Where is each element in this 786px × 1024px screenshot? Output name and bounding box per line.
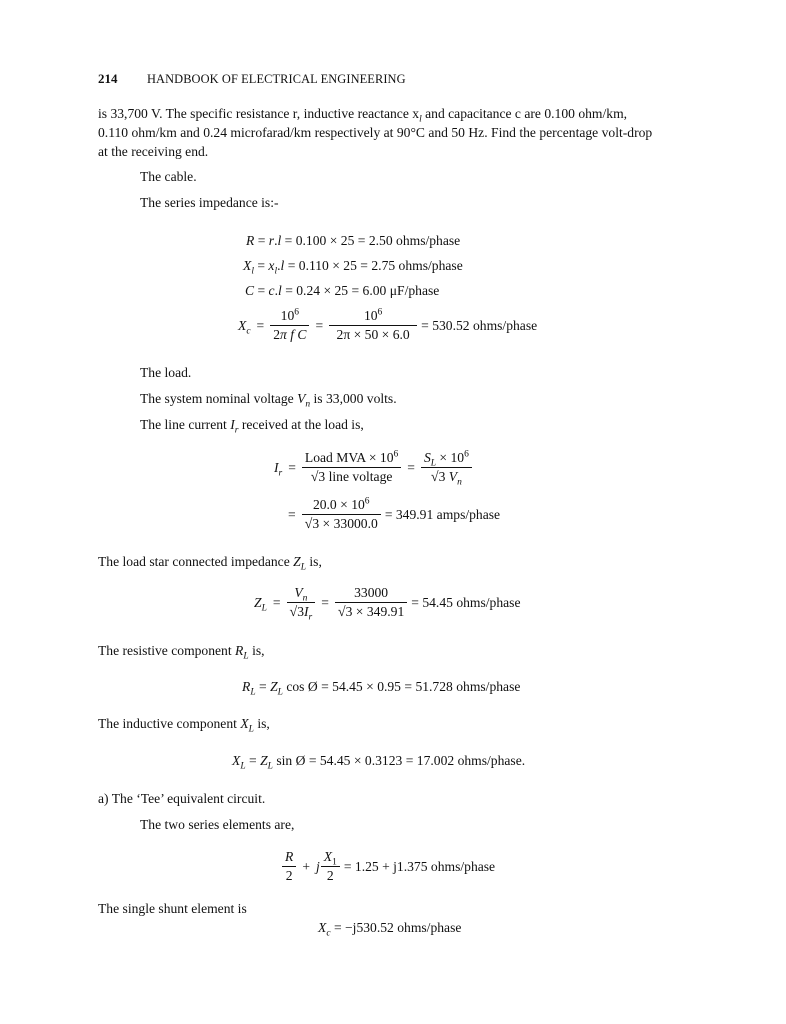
load-heading: The load. xyxy=(140,365,192,380)
eq-resistance: R = r.l = 0.100 × 25 = 2.50 ohms/phase xyxy=(246,233,461,248)
eq-ir-1: $I_r$ = $\frac{Load MVA \times 10^6}{\text{√3 line voltage}}$ = $\frac{S_L \times 10^6}{√3 V_n}$ xyxy=(274,450,472,486)
eq-capacitance: C = c.l = 0.24 × 25 = 6.00 μF/phase xyxy=(245,283,440,298)
intro-line-2: 0.110 ohm/km and 0.24 microfarad/km respectively at 90°C and 50 Hz. Find the percentage volt-drop xyxy=(98,125,653,140)
intro-line-3: at the receiving end. xyxy=(98,144,209,159)
line-current-text: The line current $I_r$ received at the load is, xyxy=(140,417,364,436)
eq-ir-2: = $\frac{20.0 \times 10^6}{√3 \times 33000.0}$ = 349.91 amps/phase xyxy=(288,496,501,532)
eq-shunt: $X_c = -j530.52$ ohms/phase xyxy=(318,920,462,939)
eq-zl: $Z_L$ = $\frac{V_n}{√3I_r}$ = $\frac{33000}{√3 \times 349.91}$ = 54.45 ohms/phase xyxy=(254,585,521,623)
page-number: 214 xyxy=(98,71,118,86)
cable-heading: The cable. xyxy=(140,169,197,184)
nominal-voltage-text: The system nominal voltage $V_n$ is 33,000 volts. xyxy=(140,391,397,410)
zl-text: The load star connected impedance $Z_L$ is, xyxy=(98,554,322,573)
xl-text: The inductive component $X_L$ is, xyxy=(98,716,270,735)
eq-rl: $R_L = Z_L$ cos Ø = 54.45 × 0.95 = 51.728 ohms/phase xyxy=(242,679,521,698)
running-head: HANDBOOK OF ELECTRICAL ENGINEERING xyxy=(147,72,406,86)
intro-line-1: is 33,700 V. The specific resistance r, inductive reactance $x_l$ and capacitance c are 0.100 ohm/km, xyxy=(98,106,628,125)
rl-text: The resistive component $R_L$ is, xyxy=(98,643,265,662)
tee-heading: a) The ‘Tee’ equivalent circuit. xyxy=(98,791,266,806)
eq-series-elements: $\frac{R}{2}$ + j $\frac{X_1}{2}$ = 1.25 + j1.375 ohms/phase xyxy=(282,849,495,884)
eq-reactance: $X_l = x_l.l = 0.110 \times 25 = 2.75$ ohms/phase xyxy=(243,258,463,277)
series-impedance-text: The series impedance is:- xyxy=(140,195,279,210)
eq-xl: $X_L = Z_L$ sin Ø = 54.45 × 0.3123 = 17.002 ohms/phase. xyxy=(232,753,526,772)
series-elements-text: The two series elements are, xyxy=(140,817,295,832)
eq-xc: $X_c$ = $\frac{10^6}{\text{2π f C}}$ = $\frac{10^6}{2\pi \times 50 \times 6.0}$ = 530.52 ohms/phase xyxy=(238,307,538,342)
shunt-text: The single shunt element is xyxy=(98,901,247,916)
